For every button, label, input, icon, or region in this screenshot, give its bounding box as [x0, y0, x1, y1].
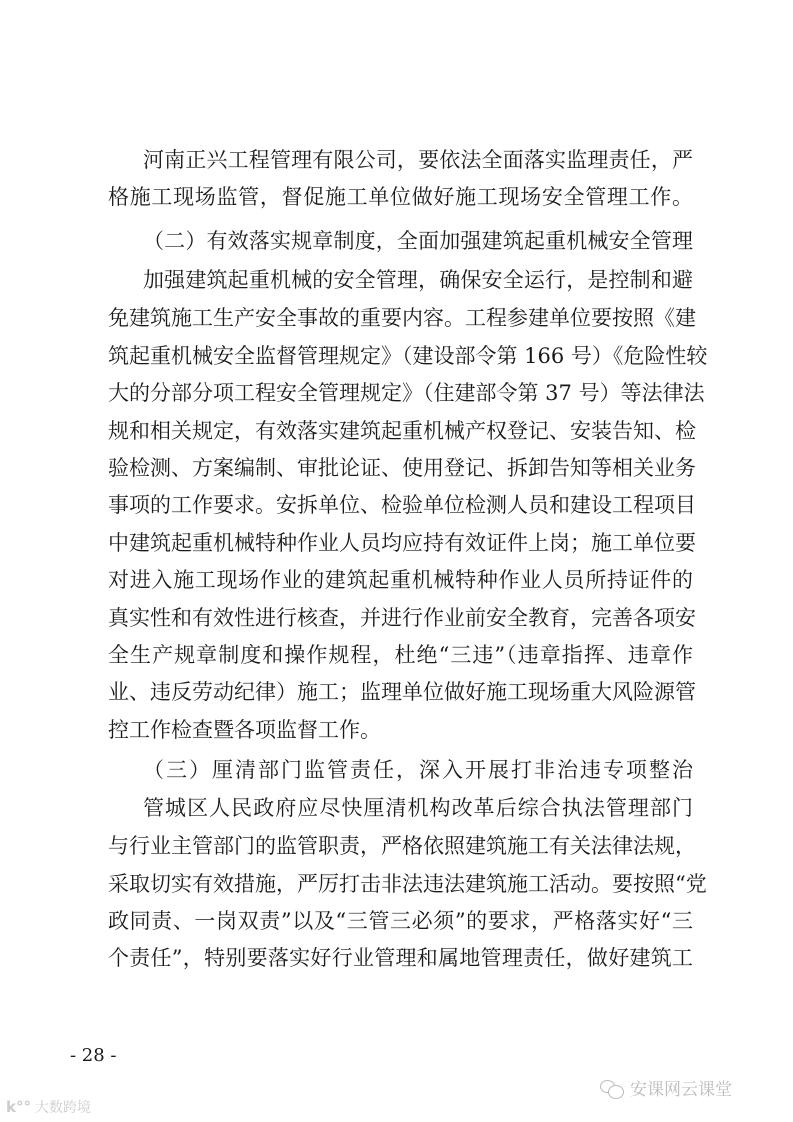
paragraph-line: 业、违反劳动纪律）施工；监理单位做好施工现场重大风险源管 — [108, 680, 696, 704]
paragraph-line: 中建筑起重机械特种作业人员均应持有效证件上岗；施工单位要 — [108, 531, 696, 555]
paragraph-line: 格施工现场监管，督促施工单位做好施工现场安全管理工作。 — [108, 185, 693, 209]
wechat-icon — [600, 1078, 624, 1098]
paragraph-line: 控工作检查暨各项监督工作。 — [108, 718, 381, 742]
paragraph-line: 规和相关规定，有效落实建筑起重机械产权登记、安装告知、检 — [108, 419, 696, 443]
paragraph-line: 免建筑施工生产安全事故的重要内容。工程参建单位要按照《建 — [108, 306, 696, 330]
watermark-left — [6, 1097, 91, 1117]
paragraph-line: 加强建筑起重机械的安全管理，确保安全运行，是控制和避 — [143, 268, 693, 292]
watermark-right — [600, 1075, 732, 1100]
paragraph-line: 对进入施工现场作业的建筑起重机械特种作业人员所持证件的 — [108, 568, 693, 592]
watermark-text: 大数跨境 — [34, 1100, 91, 1116]
watermark-text: 安课网云课堂 — [630, 1080, 732, 1100]
paragraph-line: 事项的工作要求。安拆单位、检验单位检测人员和建设工程项目 — [108, 493, 696, 517]
logo-icon: k°° — [6, 1098, 31, 1116]
paragraph-line: 政同责、一岗双责”以及“三管三必须”的要求，严格落实好“三 — [108, 909, 693, 933]
paragraph-line: 筑起重机械安全监督管理规定》（建设部令第 166 号）《危险性较 — [108, 344, 708, 368]
paragraph-line: 验检测、方案编制、审批论证、使用登记、拆卸告知等相关业务 — [108, 456, 696, 480]
paragraph-line: 真实性和有效性进行核查，并进行作业前安全教育，完善各项安 — [108, 606, 696, 630]
page-number: - 28 - — [70, 1045, 117, 1066]
section-heading: （二）有效落实规章制度，全面加强建筑起重机械安全管理 — [143, 229, 693, 253]
section-heading: （三）厘清部门监管责任，深入开展打非治违专项整治 — [143, 758, 695, 782]
paragraph-line: 大的分部分项工程安全管理规定》（住建部令第 37 号）等法律法 — [108, 381, 705, 405]
paragraph-line: 个责任”，特别要落实好行业管理和属地管理责任，做好建筑工 — [108, 946, 693, 970]
paragraph-line: 全生产规章制度和操作规程，杜绝“三违”（违章指挥、违章作 — [108, 643, 693, 667]
paragraph-line: 采取切实有效措施，严厉打击非法违法建筑施工活动。要按照“党 — [108, 872, 707, 896]
paragraph-line: 与行业主管部门的监管职责，严格依照建筑施工有关法律法规， — [108, 834, 696, 858]
paragraph-line: 管城区人民政府应尽快厘清机构改革后综合执法管理部门 — [143, 796, 693, 820]
paragraph-line: 河南正兴工程管理有限公司，要依法全面落实监理责任，严 — [143, 148, 693, 172]
